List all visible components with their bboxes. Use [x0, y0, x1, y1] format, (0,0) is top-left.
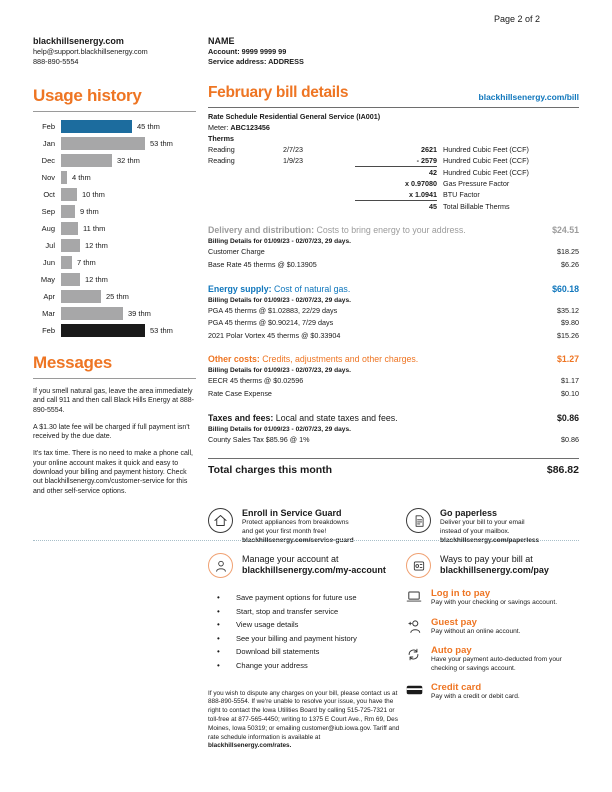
chart-row: [33, 203, 196, 220]
chart-month-label: Dec: [41, 156, 55, 165]
support-phone: 888-890-5554: [33, 57, 79, 66]
rate-schedule: Rate Schedule Residential General Service (IA001): [208, 112, 381, 121]
promo-text: and get your first month free!: [242, 527, 327, 535]
divider: [208, 458, 579, 459]
meter-readings-table: [208, 144, 579, 212]
reading-label: [208, 189, 283, 201]
chart-month-label: Feb: [42, 122, 55, 131]
paperless-icon: [406, 508, 431, 533]
payment-method-body: [431, 682, 577, 702]
account-benefits-list: [208, 591, 405, 673]
chart-value-label: 53 thm: [150, 326, 173, 335]
chart-bar: [61, 188, 77, 201]
chart-month-label: Aug: [41, 224, 55, 233]
divider: [33, 378, 196, 379]
account-number: Account: 9999 9999 99: [208, 46, 287, 56]
pay-link[interactable]: blackhillsenergy.com/pay: [440, 565, 549, 576]
bill-details-link[interactable]: blackhillsenergy.com/bill: [478, 92, 579, 102]
reading-date: [283, 167, 355, 178]
chart-value-label: 39 thm: [128, 309, 151, 318]
charge-amount: $1.17: [561, 376, 579, 386]
charge-line: [208, 388, 579, 400]
guest-pay-icon: [406, 617, 431, 637]
chart-bar: [61, 137, 145, 150]
reading-value: - 2579: [355, 155, 437, 167]
bill-details-title: February bill details: [208, 84, 349, 101]
auto-pay-icon: [406, 645, 431, 673]
company-contact: [33, 36, 148, 68]
page-number: Page 2 of 2: [493, 14, 540, 24]
billing-details: Billing Details for 01/09/23 - 02/07/23, 29 days.: [208, 367, 351, 375]
chart-bar: [61, 307, 123, 320]
section-heading: [208, 284, 579, 295]
charge-label: County Sales Tax $85.96 @ 1%: [208, 434, 310, 444]
promo-text: Protect appliances from breakdowns: [242, 519, 349, 527]
charge-amount: $18.25: [557, 247, 579, 257]
chart-row: [33, 135, 196, 152]
promo-text: Deliver your bill to your email: [440, 519, 525, 527]
credit-card-icon: [406, 682, 431, 702]
chart-value-label: 53 thm: [150, 139, 173, 148]
chart-bar: [61, 154, 112, 167]
dotted-divider: [33, 540, 579, 541]
chart-value-label: 12 thm: [85, 241, 108, 250]
reading-row: [208, 178, 579, 189]
chart-bar: [61, 205, 75, 218]
chart-bar: [61, 120, 132, 133]
promo-title: Enroll in Service Guard: [242, 508, 342, 519]
payment-method: [406, 588, 584, 608]
chart-bar: [61, 256, 72, 269]
account-benefit-item: • Start, stop and transfer service: [208, 605, 405, 619]
messages-title: Messages: [33, 353, 112, 372]
manage-account-block: [208, 553, 405, 751]
reading-date: [283, 201, 355, 212]
charge-label: Rate Case Expense: [208, 388, 272, 398]
charge-label: Base Rate 45 therms @ $0.13905: [208, 259, 317, 269]
message-paragraph: If you smell natural gas, leave the area immediately and call 911 and then call Black Hills Energy at 888-890-5554.: [33, 388, 194, 414]
customer-info: [208, 36, 304, 68]
reading-date: [283, 189, 355, 201]
promo-text: instead of your mailbox.: [440, 527, 510, 535]
billing-details: Billing Details for 01/09/23 - 02/07/23, 29 days.: [208, 296, 351, 304]
chart-bar: [61, 290, 101, 303]
chart-bar: [61, 171, 67, 184]
section-title: Energy supply:: [208, 283, 272, 294]
divider: [208, 107, 579, 108]
chart-row: [33, 169, 196, 186]
charge-line: [208, 375, 579, 387]
reading-value: x 0.97080: [405, 179, 437, 189]
payment-method-title: Log in to pay: [431, 588, 491, 599]
chart-row: [33, 288, 196, 305]
billing-details: Billing Details for 01/09/23 - 02/07/23, 29 days.: [208, 425, 351, 433]
left-column: [33, 86, 196, 496]
chart-month-label: Jun: [42, 258, 55, 267]
charge-line: [208, 317, 579, 329]
service-address: Service address: ADDRESS: [208, 57, 304, 66]
rates-link[interactable]: blackhillsenergy.com/rates.: [208, 742, 292, 750]
reading-label: [208, 167, 283, 178]
chart-month-label: Sep: [41, 207, 55, 216]
reading-row: [208, 167, 579, 178]
account-benefit-item: • Change your address: [208, 659, 405, 673]
company-website-link[interactable]: blackhillsenergy.com: [33, 36, 124, 46]
customer-name: NAME: [208, 36, 235, 46]
section-title-text: [208, 284, 350, 295]
section-heading: [208, 413, 579, 424]
payment-method-desc: Pay with a credit or debit card.: [431, 693, 520, 701]
billing-details: Billing Details for 01/09/23 - 02/07/23, 29 days.: [208, 238, 351, 246]
chart-bar: [61, 222, 78, 235]
reading-unit: Gas Pressure Factor: [443, 179, 510, 189]
charge-label: PGA 45 therms @ $0.90214, 7/29 days: [208, 318, 334, 328]
chart-value-label: 25 thm: [106, 292, 129, 301]
payment-method-body: [431, 617, 577, 637]
my-account-link[interactable]: blackhillsenergy.com/my-account: [242, 565, 386, 576]
chart-month-label: May: [40, 275, 55, 284]
reading-value: x 1.0941: [355, 189, 437, 201]
reading-row: [208, 189, 579, 201]
account-person-icon: [208, 553, 233, 578]
chart-row: [33, 271, 196, 288]
section-amount: $24.51: [552, 225, 579, 236]
charge-line: [208, 259, 579, 271]
reading-row: [208, 201, 579, 212]
payment-method: [406, 645, 584, 673]
section-taxes-and-fees: [208, 413, 579, 446]
section-other-costs: [208, 354, 579, 399]
chart-row: [33, 305, 196, 322]
section-title: Other costs:: [208, 354, 260, 365]
promo-title: Go paperless: [440, 508, 498, 519]
reading-value: 2621: [421, 145, 437, 155]
section-title: Delivery and distribution:: [208, 225, 315, 236]
charge-sections: [208, 225, 579, 445]
chart-month-label: Oct: [43, 190, 55, 199]
reading-unit: Hundred Cubic Feet (CCF): [443, 145, 529, 155]
payment-method-desc: Have your payment auto-deducted from your checking or savings account.: [431, 656, 562, 672]
chart-row: [33, 254, 196, 271]
payment-method-body: [431, 645, 577, 673]
reading-label: Reading: [208, 145, 235, 155]
payment-method-title: Auto pay: [431, 645, 472, 657]
charge-amount: $6.26: [561, 259, 579, 269]
account-benefit-item: • See your billing and payment history: [208, 632, 405, 646]
chart-month-label: Nov: [41, 173, 55, 182]
total-charges-amount: $86.82: [546, 464, 579, 477]
payment-method-title: Credit card: [431, 682, 482, 694]
chart-value-label: 10 thm: [82, 190, 105, 199]
payment-method-desc: Pay with your checking or savings account.: [431, 599, 558, 606]
section-amount: $0.86: [556, 412, 579, 423]
charge-label: EECR 45 therms @ $0.02596: [208, 376, 304, 386]
section-heading: [208, 354, 579, 365]
pay-bill-icon: [406, 553, 431, 578]
charge-label: Customer Charge: [208, 247, 265, 257]
chart-bar: [61, 324, 145, 337]
reading-label: [208, 201, 283, 212]
dispute-paragraph: If you wish to dispute any charges on your bill, please contact us at 888-890-5554. If we're unable to resolve your issue, you have the right to contact the Iowa Utilities Board by calling 515-725-7321 or toll-free at 877-565-4450; writing to 1375 E Court Ave., Rm 69, Des Moines, Iowa 50319; or emailing customer@iub.iowa.gov. Tariff and rate schedule information is available at blackhillsenergy.com/rates.: [208, 689, 400, 750]
charge-label: 2021 Polar Vortex 45 therms @ $0.33904: [208, 330, 341, 340]
message-paragraph: It's tax time. There is no need to make a phone call, your online account makes it quick and easy to download your billing and payment history. Check out blackhillsenergy.com/customer-service for this and other self-service options.: [33, 450, 193, 495]
chart-value-label: 7 thm: [77, 258, 96, 267]
support-email-link[interactable]: help@support.blackhillsenergy.com: [33, 46, 148, 56]
section-delivery-and-distribution: [208, 225, 579, 270]
therms-label: Therms: [208, 133, 234, 143]
reading-value: 42: [429, 168, 437, 178]
payment-method: [406, 682, 584, 702]
reading-date: 1/9/23: [283, 156, 303, 166]
chart-month-label: Apr: [43, 292, 55, 301]
section-heading: [208, 225, 579, 236]
reading-row: [208, 155, 579, 167]
chart-value-label: 12 thm: [85, 275, 108, 284]
chart-row: [33, 186, 196, 203]
chart-row: [33, 322, 196, 339]
section-title-text: [208, 225, 466, 236]
section-energy-supply: [208, 284, 579, 342]
chart-month-label: Feb: [42, 326, 55, 335]
payment-method-body: [431, 588, 577, 608]
reading-unit: Hundred Cubic Feet (CCF): [443, 168, 529, 178]
account-benefit-item: • View usage details: [208, 618, 405, 632]
promo-link[interactable]: blackhillsenergy.com/service-guard: [242, 536, 354, 544]
payment-method: [406, 617, 584, 637]
payment-methods-list: [406, 588, 584, 702]
reading-label: [208, 178, 283, 189]
promo-link[interactable]: blackhillsenergy.com/paperless: [440, 536, 540, 544]
charge-amount: $15.26: [557, 330, 579, 340]
section-amount: $1.27: [556, 354, 579, 365]
ways-to-pay-block: [406, 553, 584, 711]
account-benefit-item: • Save payment options for future use: [208, 591, 405, 605]
chart-month-label: Jan: [42, 139, 55, 148]
chart-row: [33, 220, 196, 237]
chart-value-label: 11 thm: [83, 224, 106, 233]
reading-unit: BTU Factor: [443, 190, 480, 200]
divider: [33, 111, 196, 112]
charge-line: [208, 305, 579, 317]
chart-row: [33, 118, 196, 135]
charge-line: [208, 246, 579, 258]
manage-account-title: Manage your account at: [242, 554, 339, 564]
reading-unit: Total Billable Therms: [443, 202, 510, 212]
charge-amount: $9.80: [561, 318, 579, 328]
account-benefit-item: • Download bill statements: [208, 645, 405, 659]
reading-value: 45: [429, 202, 437, 212]
total-charges-label: Total charges this month: [208, 464, 333, 477]
chart-month-label: Jul: [45, 241, 55, 250]
section-title-text: [208, 354, 418, 365]
reading-date: 2/7/23: [283, 145, 303, 155]
meter-number: ABC123456: [230, 122, 270, 132]
chart-bar: [61, 273, 80, 286]
chart-value-label: 32 thm: [117, 156, 140, 165]
chart-bar: [61, 239, 80, 252]
payment-method-desc: Pay without an online account.: [431, 627, 521, 635]
chart-row: [33, 152, 196, 169]
reading-row: [208, 144, 579, 155]
section-title-text: [208, 413, 398, 424]
chart-row: [33, 237, 196, 254]
meter-line: Meter: ABC123456: [208, 122, 270, 132]
chart-value-label: 45 thm: [137, 122, 160, 131]
charge-line: [208, 434, 579, 446]
section-amount: $60.18: [552, 283, 579, 294]
charge-label: PGA 45 therms @ $1.02883, 22/29 days: [208, 305, 338, 315]
section-subtitle: Cost of natural gas.: [271, 283, 351, 294]
reading-unit: Hundred Cubic Feet (CCF): [443, 156, 529, 166]
charge-amount: $0.86: [561, 434, 579, 444]
payment-method-title: Guest pay: [431, 616, 477, 628]
total-charges-row: [208, 464, 579, 476]
message-paragraph: A $1.30 late fee will be charged if full payment isn't received by the due date.: [33, 423, 190, 441]
section-subtitle: Credits, adjustments and other charges.: [259, 354, 419, 365]
chart-value-label: 4 thm: [72, 173, 91, 182]
chart-value-label: 9 thm: [80, 207, 99, 216]
section-title: Taxes and fees:: [208, 412, 274, 423]
right-column: [208, 84, 579, 546]
charge-line: [208, 330, 579, 342]
section-subtitle: Costs to bring energy to your address.: [314, 225, 466, 236]
usage-history-title: Usage history: [33, 86, 142, 105]
usage-history-chart: [33, 118, 196, 339]
ways-to-pay-title: Ways to pay your bill at: [440, 554, 533, 564]
reading-label: Reading: [208, 156, 235, 166]
section-subtitle: Local and state taxes and fees.: [273, 412, 398, 423]
service-guard-icon: [208, 508, 233, 533]
chart-month-label: Mar: [42, 309, 55, 318]
reading-date: [283, 178, 355, 189]
messages-list: [33, 387, 196, 496]
laptop-icon: [406, 588, 431, 608]
charge-amount: $0.10: [561, 388, 579, 398]
charge-amount: $35.12: [557, 305, 579, 315]
